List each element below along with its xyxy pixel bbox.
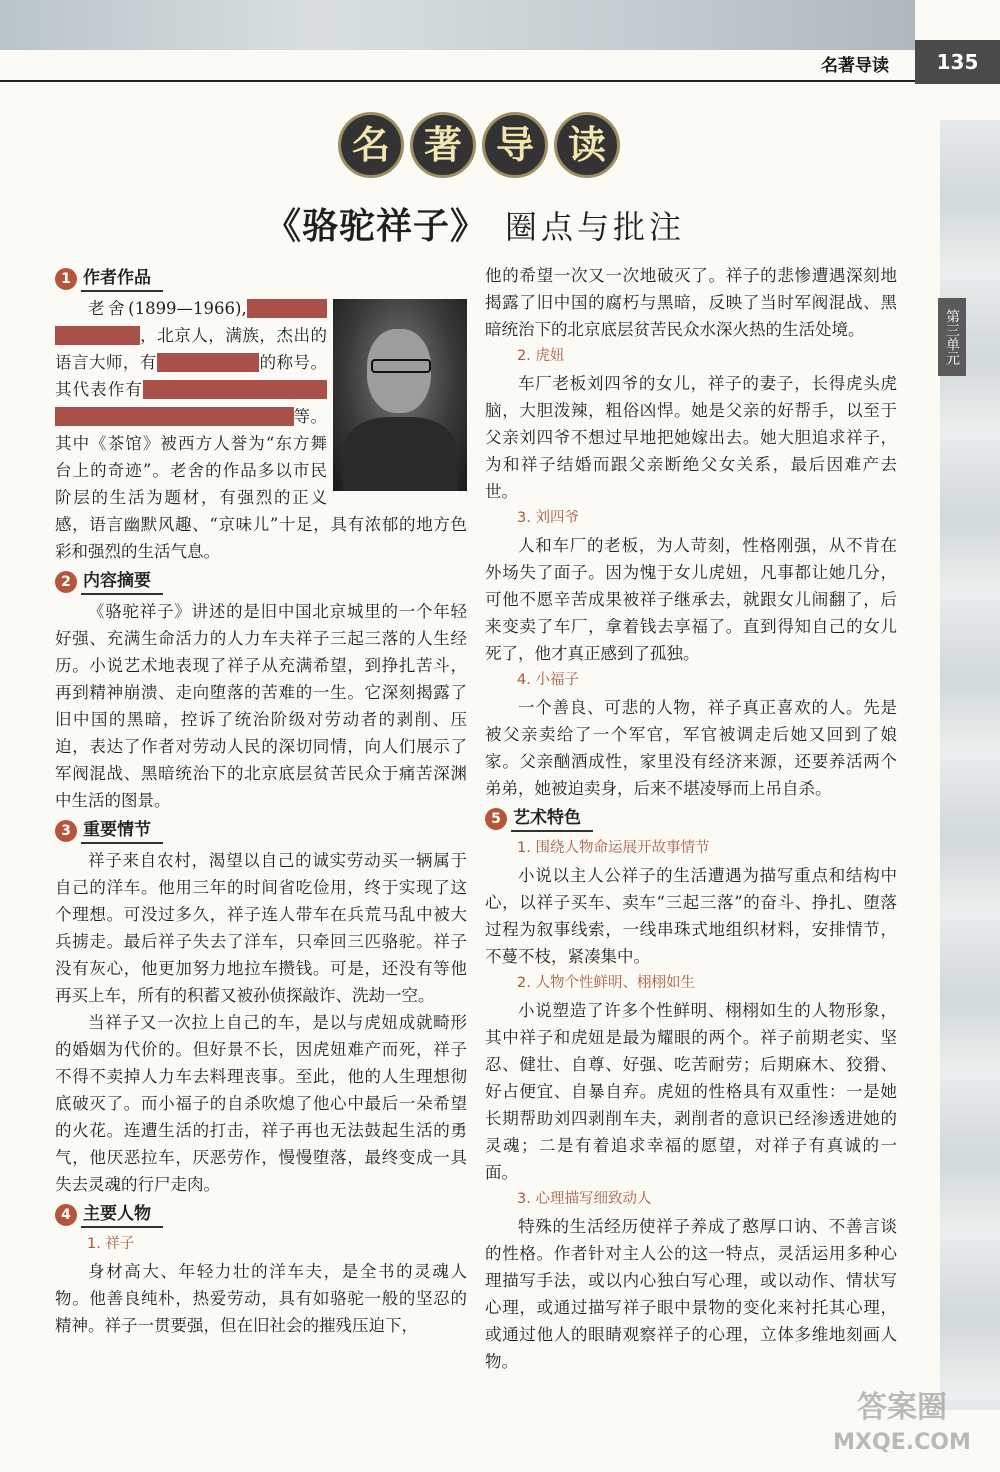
banner-char: 名 [338, 112, 404, 178]
art-paragraph: 小说以主人公祥子的生活遭遇为描写重点和结构中心，以祥子买车、卖车“三起三落”的奋斗、挣扎、堕落过程为叙事线索，一线串珠式地组织材料，安排情节，不蔓不枝，紧凑集中。 [485, 866, 897, 966]
subheading: 3. 刘四爷 [517, 510, 579, 526]
subheading: 3. 心理描写细致动人 [517, 1191, 652, 1207]
section-number-badge: 1 [55, 268, 77, 290]
subheading: 1. 祥子 [87, 1236, 135, 1252]
banner-title [338, 112, 620, 178]
subheading: 2. 虎妞 [517, 348, 565, 364]
section-number-badge: 4 [55, 1204, 77, 1226]
author-photo [333, 299, 467, 491]
section-title: 艺术特色 [511, 806, 593, 832]
plot-paragraph: 祥子来自农村，渴望以自己的诚实劳动买一辆属于自己的洋车。他用三年的时间省吃俭用，终于实现了这个理想。可没过多久，祥子连人带车在兵荒马乱中被大兵掳走。最后祥子失去了洋车，只牵回三匹骆驼。祥子没有灰心，他更加努力地拉车攒钱。可是，还没有等他再买上车，所有的积蓄又被孙侦探敲诈、洗劫一空。 [55, 851, 467, 1005]
author-paragraph: 老舍(1899—1966),原名舒庆春，字舍予，北京人，满族，杰出的语言大师，有“人民艺术家”的称号。其代表作有小说《骆驼祥子》《四世同堂》，话剧《茶馆》《龙须沟》等。其中《茶馆》被西方人誉为“东方舞台上的奇迹”。老舍的作品多以市民阶层的生活为题材，有强烈的正义感，语言幽默风趣、“京味儿”十足，具有浓郁的地方色彩和强烈的生活气息。 [55, 299, 467, 561]
character-paragraph: 人和车厂的老板，为人苛刻，性格刚强，从不肯在外场失了面子。因为愧于女儿虎妞，凡事都让她几分，可他不愿辛苦成果被祥子继承去，就跟女儿闹翻了，后来变卖了车厂，拿着钱去享福了。直到得知自己的女儿死了，他才真正感到了孤独。 [485, 536, 897, 663]
plot-paragraph: 当祥子又一次拉上自己的车，是以与虎妞成就畸形的婚姻为代价的。但好景不长，因虎妞难产而死，祥子不得不卖掉人力车去料理丧事。至此，他的人生理想彻底破灭了。而小福子的自杀吹熄了他心中最后一朵希望的火花。连遭生活的打击，祥子再也无法鼓起生活的勇气，他厌恶拉车，厌恶劳作，慢慢堕落，最终变成一具失去灵魂的行尸走肉。 [55, 1013, 467, 1194]
section-number-badge: 3 [55, 820, 77, 842]
section-title: 重要情节 [81, 818, 163, 844]
page-subtitle: 圈点与批注 [505, 208, 686, 246]
right-column [485, 262, 897, 1375]
character-paragraph: 一个善良、可悲的人物，祥子真正喜欢的人。先是被父亲卖给了一个军官，军官被调走后她又回到了娘家。父亲酗酒成性，家里没有经济来源，还要养活两个弟弟，她被迫卖身，后来不堪凌辱而上吊自杀。 [485, 698, 897, 798]
summary-paragraph: 《骆驼祥子》讲述的是旧中国北京城里的一个年轻好强、充满生命活力的人力车夫祥子三起三落的人生经历。小说艺术地表现了祥子从充满希望，到挣扎苦斗，再到精神崩溃、走向堕落的苦难的一生。它深刻揭露了旧中国的黑暗，控诉了统治阶级对劳动者的剥削、压迫，表达了作者对劳动人民的深切同情，向人们展示了军阀混战、黑暗统治下的北京底层贫苦民众于痛苦深渊中生活的图景。 [55, 602, 467, 810]
left-column [55, 262, 467, 1339]
unit-tab: 第三单元 [938, 298, 966, 376]
section-title: 内容摘要 [81, 569, 163, 595]
book-title: 《骆驼祥子》 [265, 205, 488, 247]
highlighted-text: 小说《骆驼祥子》《四世同堂》，话剧《茶馆》《龙须沟》 [55, 380, 328, 426]
highlighted-text: “人民艺术家” [156, 353, 260, 372]
watermark-url: MXQE.COM [833, 1430, 971, 1455]
banner-char: 导 [482, 112, 548, 178]
header-rule [0, 80, 915, 82]
banner-char: 著 [410, 112, 476, 178]
section-heading [55, 1200, 467, 1229]
page-number: 135 [915, 40, 1000, 84]
section-title: 主要人物 [81, 1202, 163, 1228]
art-paragraph: 小说塑造了许多个性鲜明、栩栩如生的人物形象，其中祥子和虎妞是最为耀眼的两个。祥子前期老实、坚忍、健壮、自尊、好强、吃苦耐劳；后期麻木、狡猾、好占便宜、自暴自弃。虎妞的性格具有双重性：一是她长期帮助刘四剥削车夫，剥削者的意识已经渗透进她的灵魂；二是有着追求幸福的愿望，对祥子有真诚的一面。 [485, 1001, 897, 1182]
character-paragraph: 车厂老板刘四爷的女儿，祥子的妻子，长得虎头虎脑，大胆泼辣，粗俗凶悍。她是父亲的好帮手，以至于父亲刘四爷不想过早地把她嫁出去。她大胆追求祥子，为和祥子结婚而跟父亲断绝父女关系，最后因难产去世。 [485, 374, 897, 501]
section-number-badge: 5 [485, 808, 507, 830]
page-title [265, 198, 735, 252]
top-decorative-band [0, 0, 915, 50]
section-heading [55, 567, 467, 596]
section-title: 作者作品 [81, 266, 163, 292]
highlighted-text: 原名舒庆春，字舍予 [55, 299, 327, 345]
subheading: 4. 小福子 [517, 672, 579, 688]
section-heading [55, 816, 467, 845]
banner-char: 读 [554, 112, 620, 178]
section-label: 名著导读 [821, 56, 889, 76]
character-paragraph: 身材高大、年轻力壮的洋车夫，是全书的灵魂人物。他善良纯朴，热爱劳动，具有如骆驼一般的坚忍的精神。祥子一贯要强，但在旧社会的摧残压迫下， [55, 1262, 467, 1335]
watermark-text: 答案圈 [857, 1390, 947, 1425]
subheading: 2. 人物个性鲜明、栩栩如生 [517, 975, 695, 991]
art-paragraph: 特殊的生活经历使祥子养成了憨厚口讷、不善言谈的性格。作者针对主人公的这一特点，灵活运用多种心理描写手法，或以内心独白写心理，或以动作、情状写心理，或通过描写祥子眼中景物的变化来衬托其心理，或通过他人的眼睛观察祥子的心理，立体多维地刻画人物。 [485, 1217, 897, 1371]
section-number-badge: 2 [55, 571, 77, 593]
section-heading [485, 804, 897, 833]
subheading: 1. 围绕人物命运展开故事情节 [517, 840, 710, 856]
section-heading [55, 264, 467, 293]
watermark [812, 1388, 992, 1466]
character-paragraph-continued: 他的希望一次又一次地破灭了。祥子的悲惨遭遇深刻地揭露了旧中国的腐朽与黑暗，反映了当时军阀混战、黑暗统治下的北京底层贫苦民众水深火热的生活处境。 [485, 266, 897, 339]
